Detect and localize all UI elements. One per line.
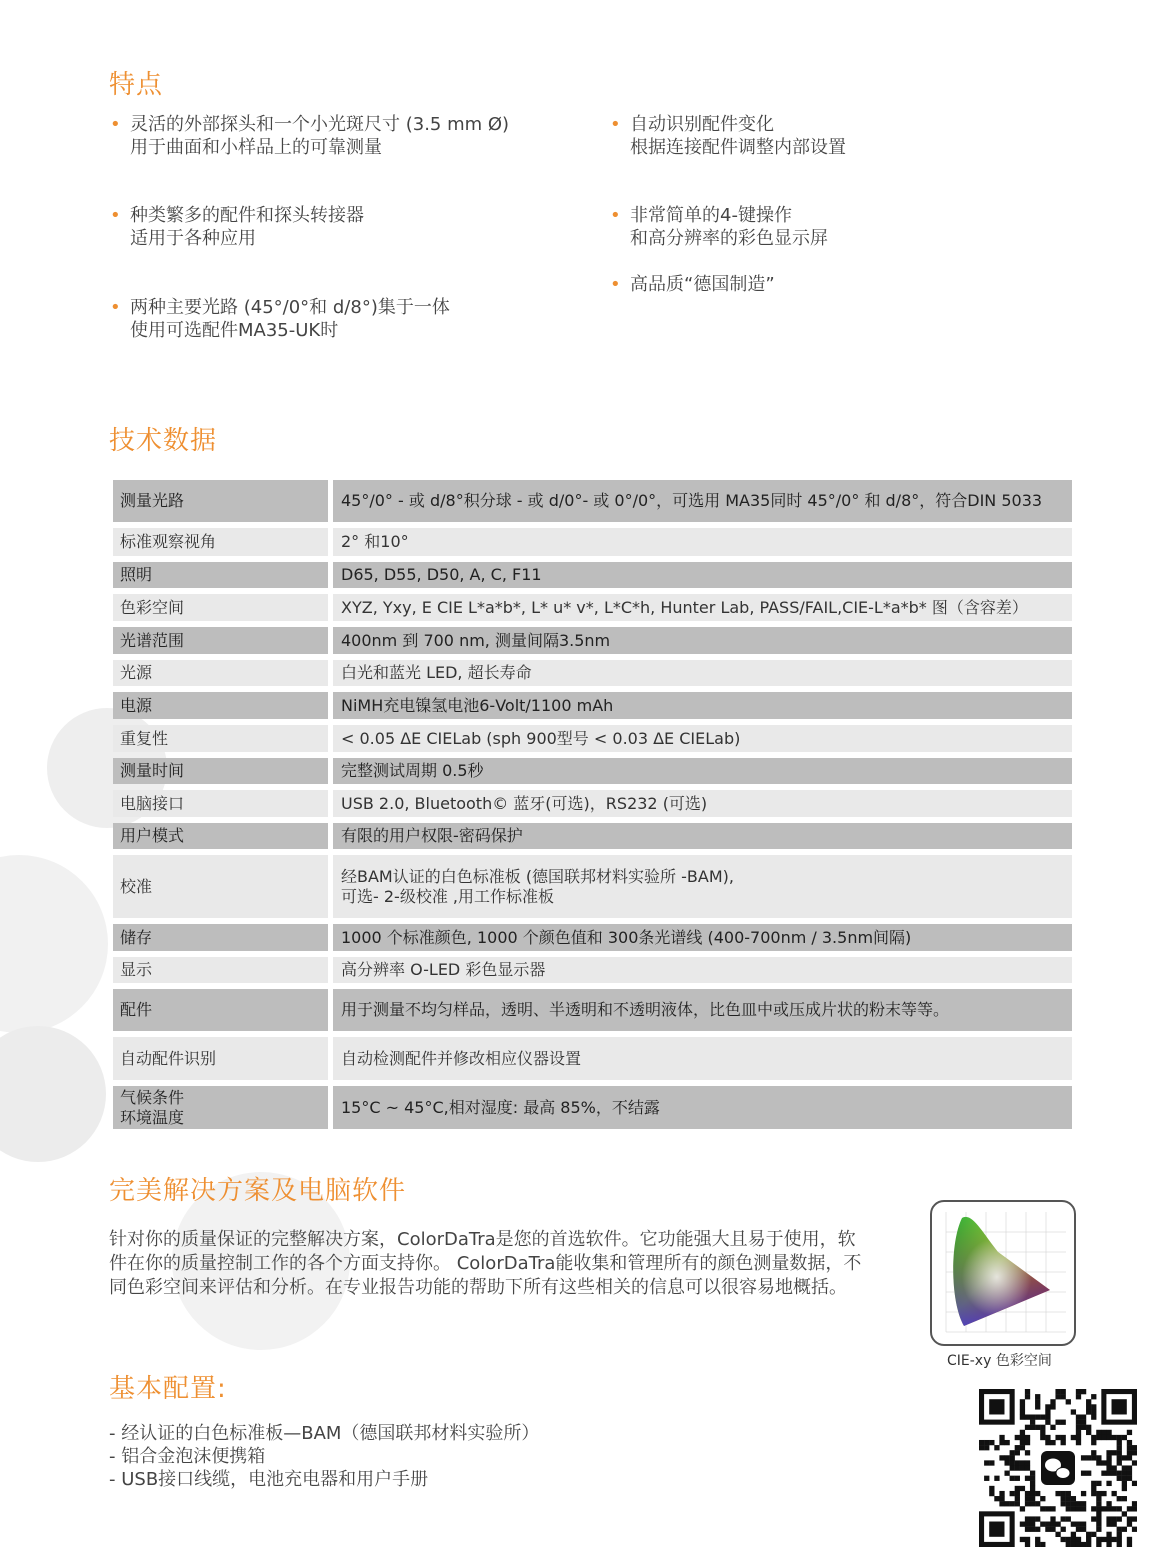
spec-key: 测量时间: [113, 758, 328, 784]
list-item: - 经认证的白色标准板—BAM（德国联邦材料实验所）: [109, 1423, 540, 1444]
spec-key: 用户模式: [113, 823, 328, 849]
cie-caption: CIE-xy 色彩空间: [947, 1353, 1052, 1369]
spec-row: [113, 594, 1072, 621]
feature-item: • 非常简单的4-键操作 和高分辨率的彩色显示屏: [610, 205, 828, 249]
spec-value: 400nm 到 700 nm, 测量间隔3.5nm: [333, 627, 1072, 654]
spec-row: [113, 627, 1072, 654]
spec-value: 15°C ~ 45°C,相对湿度: 最高 85%，不结露: [333, 1086, 1072, 1129]
spec-value: < 0.05 ΔE CIELab (sph 900型号 < 0.03 ΔE CIELab): [333, 725, 1072, 752]
spec-key: 配件: [113, 989, 328, 1031]
bullet-icon: •: [110, 205, 121, 226]
cie-diagram-image: [930, 1200, 1076, 1346]
spec-row: [113, 1037, 1072, 1080]
bullet-icon: •: [610, 274, 621, 295]
spec-value: 有限的用户权限-密码保护: [333, 823, 1072, 849]
basic-config-list: [109, 1422, 539, 1491]
spec-row: [113, 989, 1072, 1031]
solution-paragraph: 针对你的质量保证的完整解决方案，ColorDaTra是您的首选软件。它功能强大且易于使用，软 件在你的质量控制工作的各个方面支持你。 ColorDaTra能收集和管理所有的颜色测量数据，不 同色彩空间来评估和分析。在专业报告功能的帮助下所有这些相关的信息可以很容易地概括。: [109, 1229, 862, 1298]
spec-key: 色彩空间: [113, 594, 328, 621]
bullet-icon: •: [610, 114, 621, 135]
spec-value: D65, D55, D50, A, C, F11: [333, 562, 1072, 588]
bullet-icon: •: [110, 297, 121, 318]
spec-key: 照明: [113, 562, 328, 588]
spec-value: 2° 和10°: [333, 528, 1072, 556]
spec-value: 自动检测配件并修改相应仪器设置: [333, 1037, 1072, 1080]
spec-value: USB 2.0, Bluetooth© 蓝牙(可选)，RS232 (可选): [333, 790, 1072, 817]
spec-key: 光谱范围: [113, 627, 328, 654]
bullet-icon: •: [110, 114, 121, 135]
feature-item: • 两种主要光路 (45°/0°和 d/8°)集于一体 使用可选配件MA35-UK时: [110, 297, 450, 341]
spec-key: 重复性: [113, 725, 328, 752]
spec-key: 储存: [113, 924, 328, 951]
list-item: - 铝合金泡沫便携箱: [109, 1446, 266, 1467]
spec-value: NiMH充电镍氢电池6-Volt/1100 mAh: [333, 692, 1072, 719]
basic-heading: 基本配置:: [109, 1374, 227, 1404]
spec-row: [113, 823, 1072, 849]
spec-key: 气候条件 环境温度: [113, 1086, 328, 1129]
spec-row: [113, 660, 1072, 686]
spec-key: 测量光路: [113, 480, 328, 522]
spec-value: 经BAM认证的白色标准板 (德国联邦材料实验所 -BAM), 可选- 2-级校准 ,用工作标准板: [333, 855, 1072, 918]
feature-item: • 灵活的外部探头和一个小光斑尺寸 (3.5 mm Ø) 用于曲面和小样品上的可靠测量: [110, 114, 510, 158]
feature-item: • 种类繁多的配件和探头转接器 适用于各种应用: [110, 205, 364, 249]
decor-circle: [0, 855, 108, 1033]
decor-circle: [0, 1026, 106, 1162]
spec-value: 高分辨率 O-LED 彩色显示器: [333, 957, 1072, 983]
spec-row: [113, 790, 1072, 817]
spec-row: [113, 692, 1072, 719]
spec-row: [113, 528, 1072, 556]
feature-item: • 自动识别配件变化 根据连接配件调整内部设置: [610, 114, 846, 158]
spec-key: 电脑接口: [113, 790, 328, 817]
features-heading: 特点: [109, 70, 164, 100]
spec-value: 用于测量不均匀样品，透明、半透明和不透明液体，比色皿中或压成片状的粉末等等。: [333, 989, 1072, 1031]
spec-value: 完整测试周期 0.5秒: [333, 758, 1072, 784]
list-item: - USB接口线缆，电池充电器和用户手册: [109, 1469, 429, 1490]
spec-row: [113, 758, 1072, 784]
spec-row: [113, 855, 1072, 918]
qr-code-icon: [979, 1389, 1137, 1547]
spec-row: [113, 480, 1072, 522]
spec-row: [113, 924, 1072, 951]
spec-value: 1000 个标准颜色, 1000 个颜色值和 300条光谱线 (400-700nm / 3.5nm间隔): [333, 924, 1072, 951]
spec-row: [113, 1086, 1072, 1129]
spec-key: 电源: [113, 692, 328, 719]
spec-row: [113, 725, 1072, 752]
tech-heading: 技术数据: [109, 426, 218, 456]
spec-value: 白光和蓝光 LED, 超长寿命: [333, 660, 1072, 686]
solution-heading: 完美解决方案及电脑软件: [109, 1176, 407, 1206]
spec-row: [113, 562, 1072, 588]
spec-key: 标准观察视角: [113, 528, 328, 556]
spec-key: 自动配件识别: [113, 1037, 328, 1080]
spec-key: 显示: [113, 957, 328, 983]
bullet-icon: •: [610, 205, 621, 226]
spec-key: 校准: [113, 855, 328, 918]
spec-key: 光源: [113, 660, 328, 686]
spec-value: XYZ, Yxy, E CIE L*a*b*, L* u* v*, L*C*h, Hunter Lab, PASS/FAIL,CIE-L*a*b* 图（含容差）: [333, 594, 1072, 621]
spec-value: 45°/0° - 或 d/8°积分球 - 或 d/0°- 或 0°/0°，可选用 MA35同时 45°/0° 和 d/8°，符合DIN 5033: [333, 480, 1072, 522]
wechat-icon: [1037, 1447, 1079, 1489]
feature-item: • 高品质“德国制造”: [610, 274, 775, 295]
spec-row: [113, 957, 1072, 983]
